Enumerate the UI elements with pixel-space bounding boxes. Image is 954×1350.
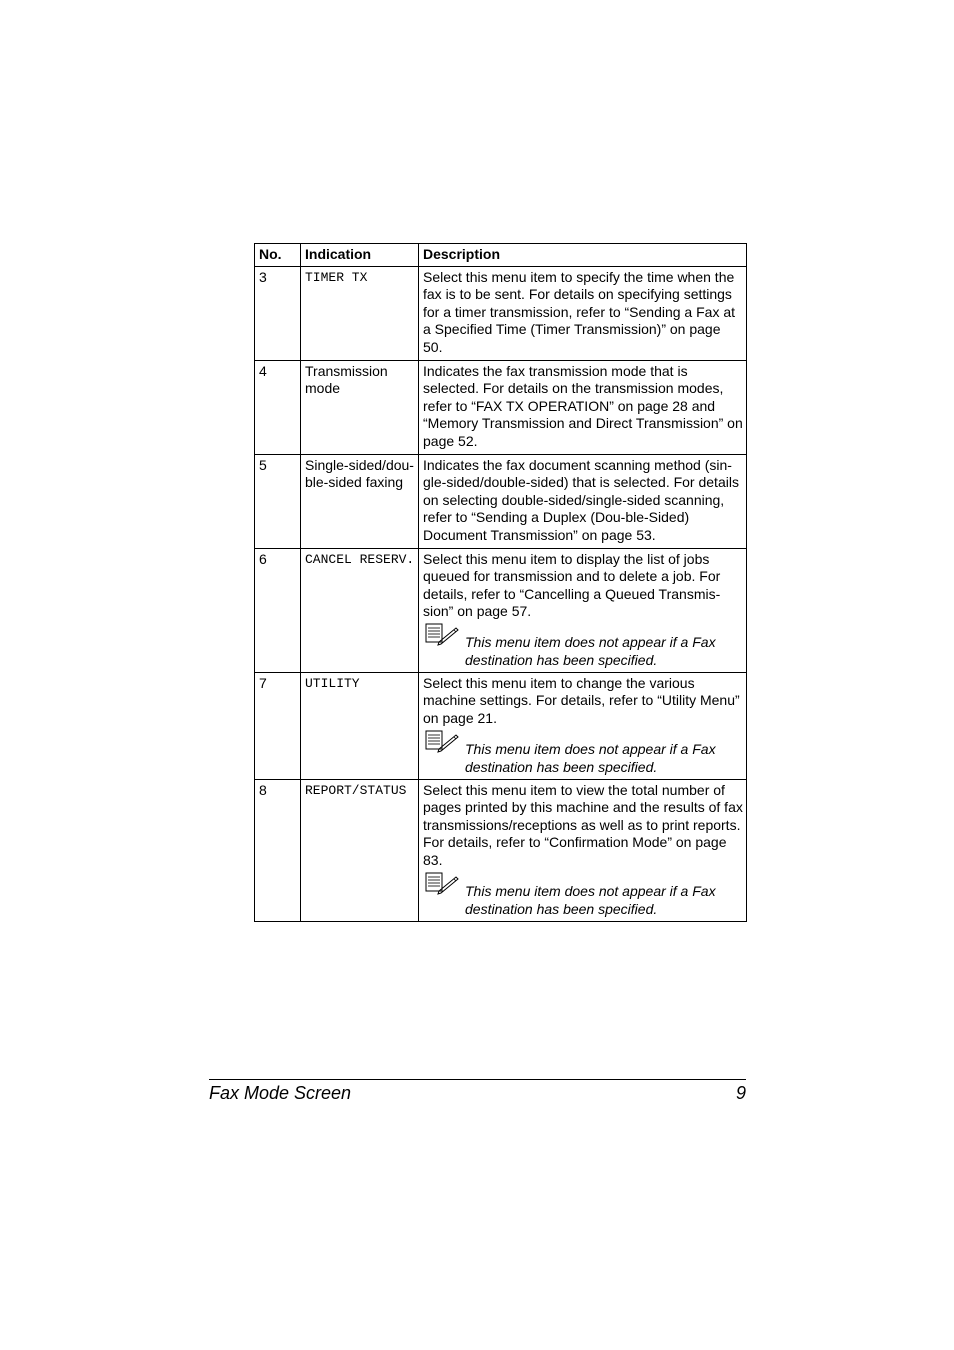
note-pencil-icon [425, 730, 459, 754]
table-header-row [255, 244, 747, 267]
table-row [255, 779, 747, 921]
row-note [423, 882, 743, 918]
row-description: Select this menu item to change the various machine settings. For details, refer to “Utility Menu” on page 21. [423, 674, 740, 727]
row-note [423, 633, 743, 669]
row-description: Indicates the fax document scanning method (sin-gle-sided/double-sided) that is selected. For details on selecting double-sided/single-sided scanning, refer to “Sending a Duplex (Dou-ble-Sided) Document Transmission” on page 53. [423, 456, 739, 543]
row-number: 5 [255, 454, 301, 548]
row-indication: CANCEL RESERV. [301, 548, 419, 672]
table-row [255, 266, 747, 360]
row-description: Select this menu item to view the total number of pages printed by this machine and the results of fax transmissions/receptions as well as to print reports. For details, refer to “Confirmation Mode” on page 83. [423, 781, 743, 869]
note-text: This menu item does not appear if a Fax destination has been specified. [465, 882, 716, 917]
note-text: This menu item does not appear if a Fax destination has been specified. [465, 633, 716, 668]
footer-section-title: Fax Mode Screen [209, 1083, 352, 1103]
row-description-cell [419, 360, 747, 454]
menu-items-table-container [254, 243, 746, 922]
row-number: 6 [255, 548, 301, 672]
menu-items-table [254, 243, 747, 922]
row-description-cell [419, 454, 747, 548]
header-no: No. [255, 244, 301, 267]
footer-page-number: 9 [735, 1083, 746, 1103]
row-description: Select this menu item to specify the time when the fax is to be sent. For details on specifying settings for a timer transmission, refer to “Sending a Fax at a Specified Time (Timer Transmission)” on page 50. [423, 268, 736, 355]
row-number: 4 [255, 360, 301, 454]
row-indication: UTILITY [301, 672, 419, 779]
row-indication: REPORT/STATUS [301, 779, 419, 921]
page-footer [209, 1079, 746, 1110]
row-indication: Transmission mode [301, 360, 419, 454]
row-indication: TIMER TX [301, 266, 419, 360]
row-description-cell [419, 779, 747, 921]
row-note [423, 740, 743, 776]
row-indication: Single-sided/dou-ble-sided faxing [301, 454, 419, 548]
header-indication: Indication [301, 244, 419, 267]
row-number: 7 [255, 672, 301, 779]
table-row [255, 672, 747, 779]
row-description-cell [419, 672, 747, 779]
note-pencil-icon [425, 872, 459, 896]
row-description-cell [419, 548, 747, 672]
note-pencil-icon [425, 623, 459, 647]
row-number: 8 [255, 779, 301, 921]
header-description: Description [419, 244, 747, 267]
row-description: Indicates the fax transmission mode that is selected. For details on the transmission modes, refer to “FAX TX OPERATION” on page 28 and “Memory Transmission and Direct Transmission” on page 52. [423, 362, 743, 449]
row-description: Select this menu item to display the list of jobs queued for transmission and to delete a job. For details, refer to “Cancelling a Queued Transmis-sion” on page 57. [423, 550, 721, 620]
table-row [255, 360, 747, 454]
row-number: 3 [255, 266, 301, 360]
table-row [255, 548, 747, 672]
table-row [255, 454, 747, 548]
note-text: This menu item does not appear if a Fax destination has been specified. [465, 740, 716, 775]
row-description-cell [419, 266, 747, 360]
